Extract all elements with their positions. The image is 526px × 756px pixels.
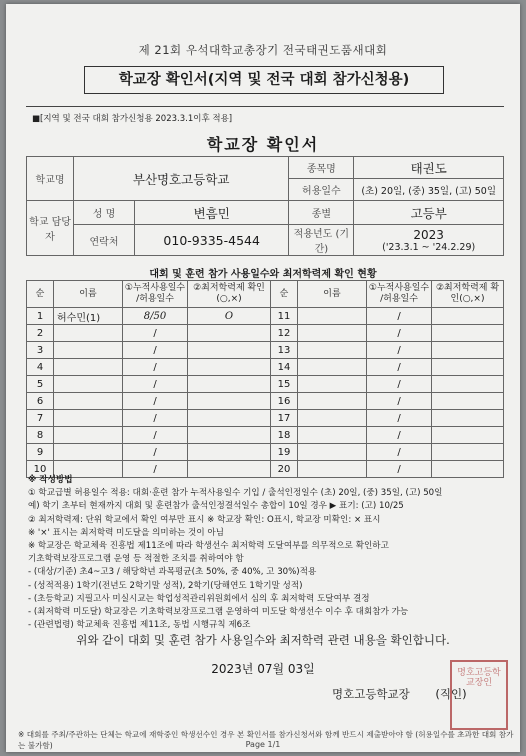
row-days: / — [123, 461, 188, 478]
row-no: 12 — [271, 325, 298, 342]
row-name — [54, 427, 123, 444]
row-days: / — [367, 427, 432, 444]
seal-glyphs: 명호고등학교장인 — [457, 668, 501, 688]
event-header: 제 21회 우석대학교총장기 전국태권도품새대회 — [138, 43, 388, 57]
instruction-line: ※ '×' 표시는 최저학력 미도달을 의미하는 것이 아님 — [28, 527, 224, 538]
row-no: 13 — [271, 342, 298, 359]
row-name — [298, 376, 367, 393]
col-days: ①누적사용일수 /허용일수 — [123, 281, 188, 308]
section-title: 대회 및 훈련 참가 사용일수와 최저학력제 확인 현황 — [149, 269, 377, 280]
document-type-title: 학교장 확인서(지역 및 전국 대회 참가신청용) — [84, 66, 444, 94]
contact-value: 010-9335-4544 — [135, 225, 289, 256]
row-no: 8 — [27, 427, 54, 444]
instruction-line: ② 최저학력제: 단위 학교에서 확인 여부만 표시 ※ 학교장 확인: O표시, 학교장 미확인: × 표시 — [28, 514, 381, 525]
year-cell — [354, 225, 504, 256]
row-check — [432, 393, 504, 410]
row-check — [188, 444, 271, 461]
instruction-line: 기초학력보장프로그램 운영 등 적절한 조치를 취하여야 함 — [28, 554, 244, 565]
row-days: / — [367, 444, 432, 461]
category-value: 고등부 — [354, 201, 504, 225]
row-check: O — [188, 308, 271, 325]
row-no: 16 — [271, 393, 298, 410]
row-no: 3 — [27, 342, 54, 359]
row-days: / — [367, 308, 432, 325]
instruction-line: ※ 작성방법 — [28, 475, 73, 485]
applicability-note: ■[지역 및 전국 대회 참가신청용 2023.3.1이후 적용] — [32, 114, 233, 124]
row-days: / — [367, 359, 432, 376]
page-number: Page 1/1 — [245, 740, 281, 749]
staff-label: 학교 담당자 — [27, 201, 74, 256]
row-name — [298, 393, 367, 410]
row-name — [54, 359, 123, 376]
row-name — [298, 444, 367, 461]
row-check — [432, 342, 504, 359]
row-name — [298, 359, 367, 376]
row-days: / — [367, 376, 432, 393]
contact-label: 연락처 — [74, 225, 135, 256]
row-check — [188, 342, 271, 359]
row-check — [188, 359, 271, 376]
row-check — [432, 308, 504, 325]
instruction-line: - (초등학교) 지필고사 미실시교는 학업성적관리위원회에서 심의 후 최저학력 도달여부 결정 — [28, 593, 370, 604]
instruction-line: - (대상/기준) 초4~고3 / 해당학년 과목평균(초 50%, 중 40%, 고 30%)적용 — [28, 567, 317, 578]
instructions — [28, 474, 514, 632]
col-check: ②최저학력제 확인(○,×) — [432, 281, 504, 308]
instruction-line: ① 학교급별 허용일수 적용: 대회·훈련 참가 누적사용일수 기입 / 출석인정일수 (초) 20일, (중) 35일, (고) 50일 — [28, 488, 443, 499]
row-check — [432, 427, 504, 444]
row-no: 18 — [271, 427, 298, 444]
row-check — [432, 376, 504, 393]
row-check — [188, 410, 271, 427]
col-name: 이름 — [298, 281, 367, 308]
row-days: / — [123, 342, 188, 359]
row-no: 4 — [27, 359, 54, 376]
row-days: 8/50 — [123, 308, 188, 325]
row-no: 9 — [27, 444, 54, 461]
category-label: 종별 — [289, 201, 354, 225]
row-days: / — [367, 342, 432, 359]
row-check — [188, 325, 271, 342]
col-name: 이름 — [54, 281, 123, 308]
table-row — [27, 342, 504, 359]
table-row — [27, 427, 504, 444]
row-days: / — [123, 427, 188, 444]
table-header-row — [27, 281, 504, 308]
row-days: / — [367, 410, 432, 427]
row-name — [54, 410, 123, 427]
row-days: / — [123, 410, 188, 427]
row-name — [298, 427, 367, 444]
col-days: ①누적사용일수 /허용일수 — [367, 281, 432, 308]
row-name — [54, 444, 123, 461]
divider — [26, 106, 504, 107]
col-no: 순 — [271, 281, 298, 308]
table-row — [27, 410, 504, 427]
year-value: 2023 — [413, 227, 444, 242]
table-row — [27, 359, 504, 376]
row-no: 10 — [27, 461, 54, 478]
row-name — [54, 325, 123, 342]
table-row — [27, 376, 504, 393]
row-name — [298, 410, 367, 427]
event-value: 태권도 — [354, 157, 504, 179]
row-no: 20 — [271, 461, 298, 478]
row-days: / — [123, 325, 188, 342]
row-no: 6 — [27, 393, 54, 410]
col-no: 순 — [27, 281, 54, 308]
row-no: 7 — [27, 410, 54, 427]
row-name — [54, 393, 123, 410]
issue-date: 2023년 07월 03일 — [211, 662, 315, 676]
row-no: 2 — [27, 325, 54, 342]
row-check — [432, 359, 504, 376]
row-no: 1 — [27, 308, 54, 325]
instruction-line: - (최저학력 미도달) 학교장은 기초학력보장프로그램 운영하여 미도달 학생선수 이수 후 대회참가 가능 — [28, 607, 409, 618]
year-period: ('23.3.1 ~ '24.2.29) — [382, 241, 476, 253]
official-seal — [450, 660, 508, 730]
school-label: 학교명 — [27, 157, 74, 201]
allowed-days-value: (초) 20일, (중) 35일, (고) 50일 — [354, 179, 504, 201]
footnote: ※ 대회를 주최/주관하는 단체는 학교에 재학중인 학생선수인 경우 본 확인서를 참가신청서와 함께 반드시 제출받아야 함 (허용일수를 초과한 대회 참가는 불가함) — [18, 730, 514, 750]
table-row — [27, 393, 504, 410]
page-title: 학교장 확인서 — [206, 135, 320, 154]
table-row — [27, 325, 504, 342]
table-row — [27, 444, 504, 461]
row-days: / — [123, 393, 188, 410]
row-days: / — [123, 376, 188, 393]
event-label: 종목명 — [289, 157, 354, 179]
document-page — [6, 4, 520, 752]
row-name — [54, 342, 123, 359]
row-no: 5 — [27, 376, 54, 393]
row-days: / — [367, 393, 432, 410]
row-check — [432, 410, 504, 427]
row-name — [298, 342, 367, 359]
school-value: 부산명호고등학교 — [74, 157, 289, 201]
principal-signature — [332, 686, 467, 702]
instruction-line: - (관련법령) 학교체육 진흥법 제11조, 동법 시행규칙 제6조 — [28, 620, 251, 631]
instruction-line: 예) 학기 초부터 현재까지 대회 및 훈련참가 출석인정결석일수 총합이 10일 경우 ▶ 표기: (고) 10/25 — [28, 501, 404, 512]
col-check: ②최저학력제 확인(○,×) — [188, 281, 271, 308]
table-row — [27, 308, 504, 325]
signer-name: 명호고등학교장 — [332, 687, 410, 701]
row-no: 11 — [271, 308, 298, 325]
row-days: / — [123, 359, 188, 376]
row-days: / — [123, 444, 188, 461]
year-label: 적용년도 (기간) — [289, 225, 354, 256]
seal-label: (직인) — [435, 687, 467, 701]
allowed-days-label: 허용일수 — [289, 179, 354, 201]
row-days: / — [367, 325, 432, 342]
staff-name: 변흠민 — [135, 201, 289, 225]
row-days: / — [367, 461, 432, 478]
row-no: 15 — [271, 376, 298, 393]
instruction-line: ※ 학교장은 학교체육 진흥법 제11조에 따라 학생선수 최저학력 도달여부를 의무적으로 확인하고 — [28, 541, 389, 552]
row-no: 19 — [271, 444, 298, 461]
confirmation-statement: 위와 같이 대회 및 훈련 참가 사용일수와 최저학력 관련 내용을 확인합니다. — [76, 633, 450, 647]
name-label: 성 명 — [74, 201, 135, 225]
participation-table — [26, 280, 504, 478]
row-name: 허수민(1) — [54, 308, 123, 325]
row-check — [432, 444, 504, 461]
row-name — [54, 376, 123, 393]
instruction-line: - (성적적용) 1학기(전년도 2학기말 성적), 2학기(당해연도 1학기말 성적) — [28, 580, 303, 591]
row-check — [432, 325, 504, 342]
row-name — [298, 308, 367, 325]
row-check — [188, 376, 271, 393]
row-name — [298, 325, 367, 342]
info-table — [26, 156, 504, 256]
row-no: 14 — [271, 359, 298, 376]
row-no: 17 — [271, 410, 298, 427]
row-check — [188, 427, 271, 444]
row-check — [188, 393, 271, 410]
